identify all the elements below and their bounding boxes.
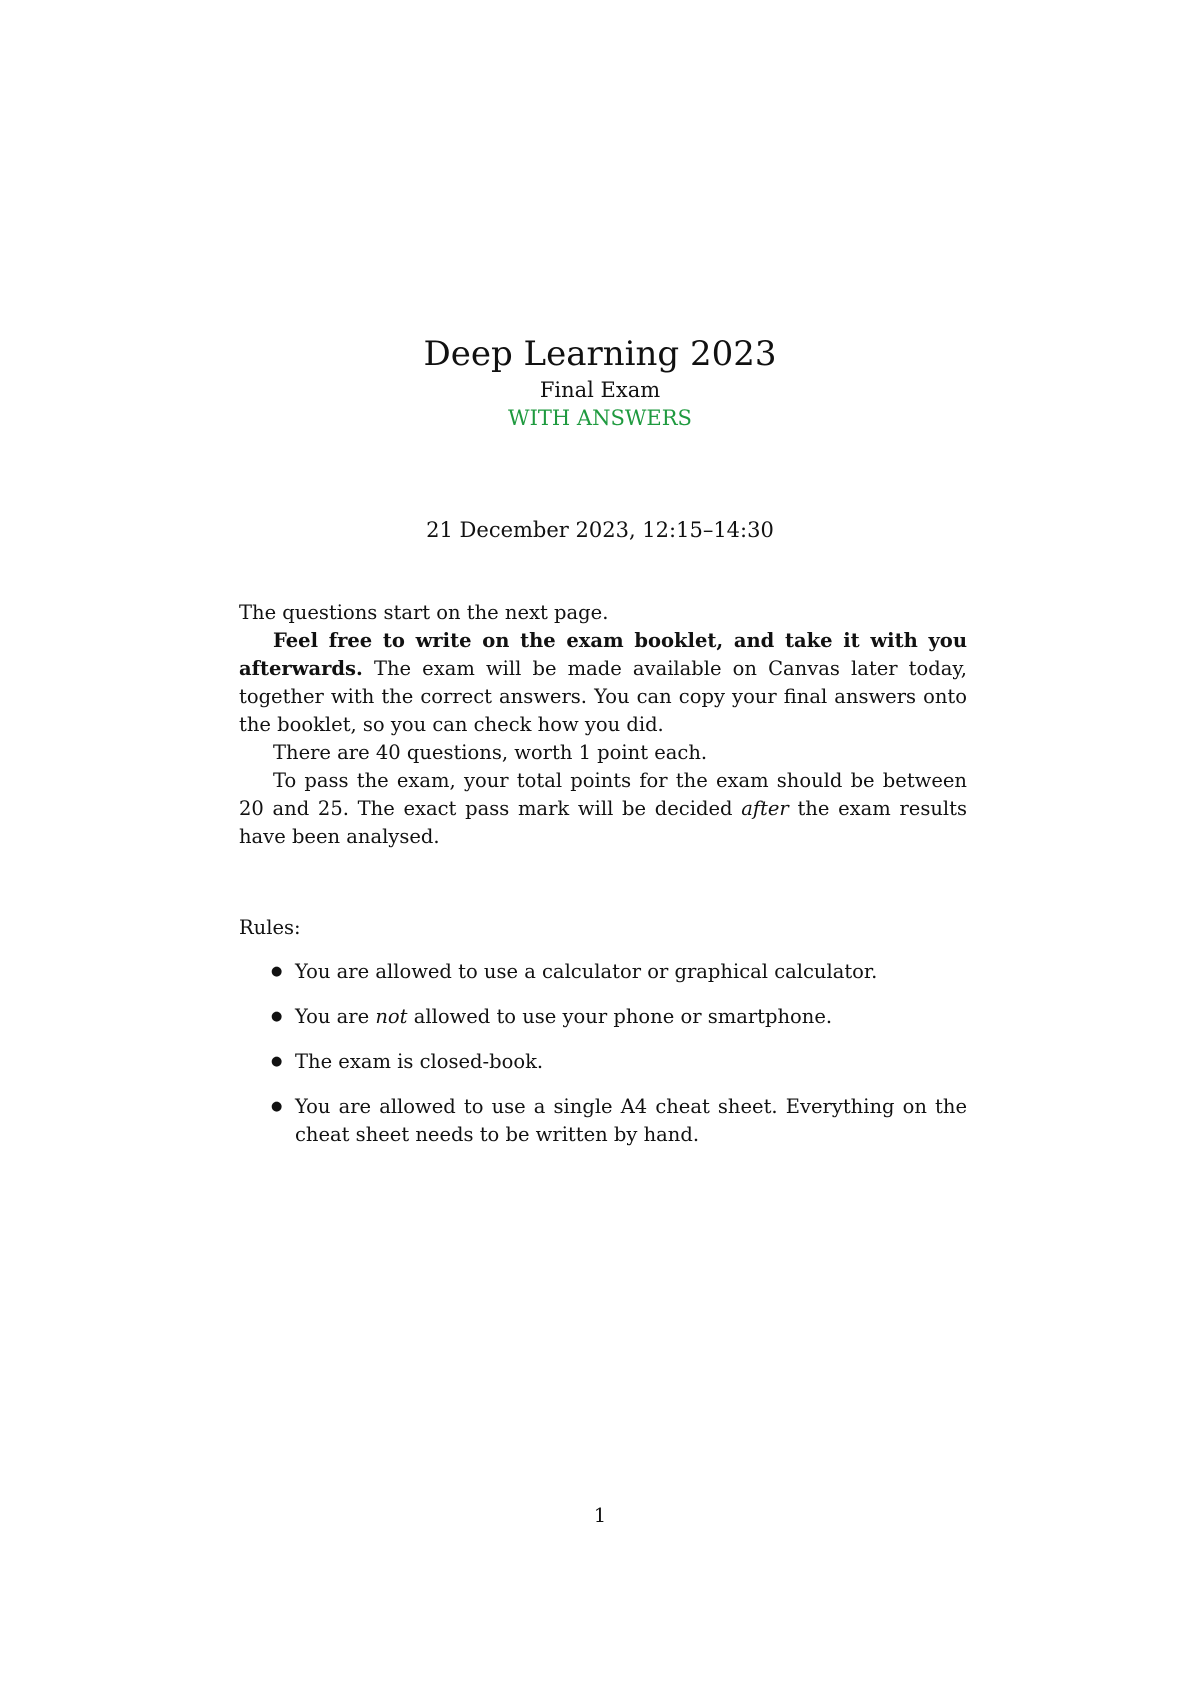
exam-subtitle: Final Exam [539,378,661,402]
page-number: 1 [593,1504,607,1527]
bullet-icon: ● [271,1009,283,1024]
instruction-paragraph: There are 40 questions, worth 1 point each. [273,741,708,764]
instruction-paragraph: To pass the exam, your total points for the exam should be between 20 and 25. The exact pass mark will be decided after the exam results have been analysed. [239,769,967,848]
exam-title: Deep Learning 2023 [423,334,777,374]
list-item: ● You are allowed to use a calculator or graphical calculator. [239,958,967,986]
title-block [0,334,1200,432]
exam-date: 21 December 2023, 12:15–14:30 [426,518,774,542]
list-item: ● The exam is closed-book. [239,1048,967,1076]
rules-heading: Rules: [239,916,301,939]
bullet-icon: ● [271,964,283,979]
rules-list [239,958,967,1166]
bullet-icon: ● [271,1099,283,1114]
instruction-paragraph: The questions start on the next page. [239,601,609,624]
list-item: ● You are allowed to use a single A4 cheat sheet. Everything on the cheat sheet needs to be written by hand. [271,1095,967,1146]
with-answers-label: WITH ANSWERS [508,406,692,430]
booklet-note: Feel free to write on the exam booklet, and take it with you afterwards. [239,629,967,680]
bullet-icon: ● [271,1054,283,1069]
list-item: ● You are not allowed to use your phone or smartphone. [239,1003,967,1031]
instructions [239,599,967,851]
instruction-paragraph: Feel free to write on the exam booklet, and take it with you afterwards. The exam will be made available on Canvas later today, together with the correct answers. You can copy your final answers onto the booklet, so you can check how you did. [239,629,967,736]
